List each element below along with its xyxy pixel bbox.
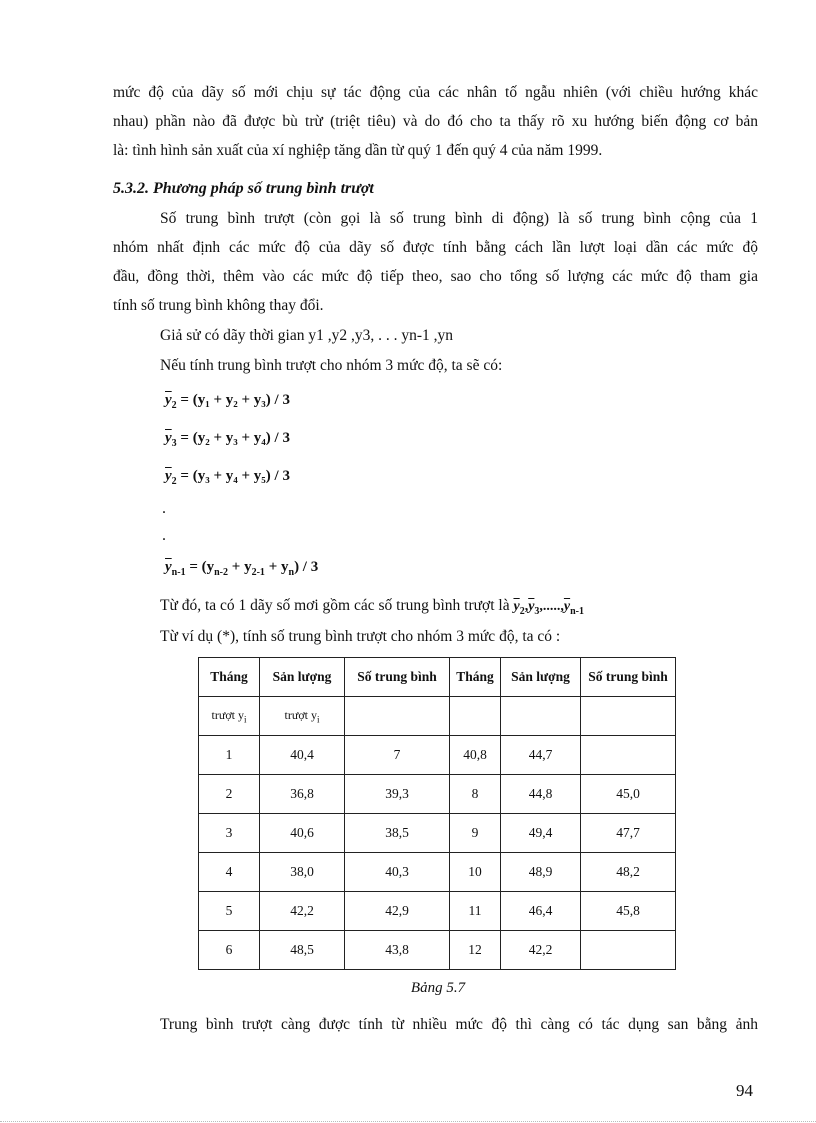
- table-cell: 12: [450, 931, 501, 970]
- table-cell: [581, 736, 676, 775]
- formula-y2: $\overline{y}_2 = (y_1 + y_2 + y_3) / 3$: [165, 392, 290, 411]
- table-cell: 48,5: [260, 931, 345, 970]
- table-row: [199, 736, 676, 775]
- formula-yn-1: $\overline{y}_{n-1} = (y_{n-2} + y_{2-1} + y_n) / 3$: [165, 559, 319, 578]
- paragraph-intro: [113, 78, 758, 165]
- table-cell: 40,4: [260, 736, 345, 775]
- paragraph-line: đầu, đồng thời, thêm vào các mức độ tiếp theo, sao cho tổng số lượng các mức độ tham gia: [113, 268, 758, 285]
- paragraph-definition: [113, 204, 758, 320]
- table-cell: 42,9: [345, 892, 450, 931]
- table-cell: 10: [450, 853, 501, 892]
- table-row: [199, 814, 676, 853]
- table-row: [199, 775, 676, 814]
- table-header-cell: Tháng: [199, 658, 260, 697]
- table-cell: 7: [345, 736, 450, 775]
- table-subheader-row: [199, 697, 676, 736]
- section-heading: 5.3.2. Phương pháp số trung bình trượt: [113, 180, 374, 197]
- table-cell: 48,9: [501, 853, 581, 892]
- paragraph-line: nhóm nhất định các mức độ của dãy số được tính bằng cách lần lượt loại dần các mức độ: [113, 239, 758, 256]
- table-cell: 11: [450, 892, 501, 931]
- table-cell: 42,2: [501, 931, 581, 970]
- ellipsis-dot: .: [162, 500, 166, 517]
- paragraph-last: Trung bình trượt càng được tính từ nhiều mức độ thì càng có tác dụng san bằng ảnh: [160, 1016, 758, 1033]
- table-cell: 5: [199, 892, 260, 931]
- moving-average-table: [198, 657, 676, 970]
- paragraph-line: Số trung bình trượt (còn gọi là số trung bình di động) là số trung bình cộng của 1: [160, 210, 758, 227]
- table-cell: [581, 931, 676, 970]
- table-cell: 44,7: [501, 736, 581, 775]
- table-cell: 40,3: [345, 853, 450, 892]
- table-subheader-cell: trượt $y_i$: [260, 697, 345, 736]
- table-cell: [345, 697, 450, 736]
- table-header-cell: Số trung bình: [345, 658, 450, 697]
- paragraph-line: mức độ của dãy số mới chịu sự tác động của các nhân tố ngẫu nhiên (với chiều hướng khác: [113, 84, 758, 101]
- table-cell: 40,6: [260, 814, 345, 853]
- table-header-row: [199, 658, 676, 697]
- table-cell: 2: [199, 775, 260, 814]
- paragraph-line: tính số trung bình không thay đổi.: [113, 297, 324, 314]
- table-cell: 38,0: [260, 853, 345, 892]
- table-header-cell: Sản lượng: [501, 658, 581, 697]
- formula-y2-repeat: $\overline{y}_2 = (y_3 + y_4 + y_5) / 3$: [165, 468, 290, 487]
- table-cell: 45,8: [581, 892, 676, 931]
- table-cell: [501, 697, 581, 736]
- table-cell: 38,5: [345, 814, 450, 853]
- table-cell: 48,2: [581, 853, 676, 892]
- table-cell: 44,8: [501, 775, 581, 814]
- table-cell: [581, 697, 676, 736]
- table-cell: 49,4: [501, 814, 581, 853]
- table-row: [199, 892, 676, 931]
- table-header-cell: Số trung bình: [581, 658, 676, 697]
- example-line: Từ ví dụ (*), tính số trung bình trượt cho nhóm 3 mức độ, ta có :: [160, 628, 561, 645]
- table-subheader-cell: trượt $y_i$: [199, 697, 260, 736]
- table-cell: 36,8: [260, 775, 345, 814]
- ellipsis-dot: .: [162, 527, 166, 544]
- table-header-cell: Sản lượng: [260, 658, 345, 697]
- table-cell: 42,2: [260, 892, 345, 931]
- moving-average-sequence: $\overline{y}_2,\overline{y}_3,.....,\overline{y}_{n-1}$: [513, 599, 585, 617]
- table-cell: 47,7: [581, 814, 676, 853]
- table-cell: 6: [199, 931, 260, 970]
- table-cell: 43,8: [345, 931, 450, 970]
- table-row: [199, 931, 676, 970]
- table-cell: 39,3: [345, 775, 450, 814]
- table-cell: 40,8: [450, 736, 501, 775]
- table-cell: 1: [199, 736, 260, 775]
- table-cell: 8: [450, 775, 501, 814]
- assume-line: Giả sử có dãy thời gian y1 ,y2 ,y3, . . . yn-1 ,yn: [160, 327, 453, 344]
- table-header-cell: Tháng: [450, 658, 501, 697]
- paragraph-line: là: tình hình sản xuất của xí nghiệp tăng dần từ quý 1 đến quý 4 của năm 1999.: [113, 142, 603, 159]
- table-cell: 3: [199, 814, 260, 853]
- table-cell: [450, 697, 501, 736]
- page-number: 94: [736, 1081, 753, 1100]
- table-cell: 46,4: [501, 892, 581, 931]
- table-cell: 45,0: [581, 775, 676, 814]
- table-cell: 4: [199, 853, 260, 892]
- formula-y3: $\overline{y}_3 = (y_2 + y_3 + y_4) / 3$: [165, 430, 290, 449]
- table-caption: Bảng 5.7: [410, 980, 466, 996]
- result-line: Từ đó, ta có 1 dãy số mơi gồm các số trung bình trượt là $\overline{y}_2,\overline{y}_3,.....,\overline{y}_{n-1}$: [160, 597, 585, 617]
- table-cell: 9: [450, 814, 501, 853]
- if-line: Nếu tính trung bình trượt cho nhóm 3 mức độ, ta sẽ có:: [160, 357, 503, 374]
- paragraph-line: nhau) phần nào đã được bù trừ (triệt tiêu) và do đó cho ta thấy rõ xu hướng biến động cơ bản: [113, 113, 758, 130]
- table-row: [199, 853, 676, 892]
